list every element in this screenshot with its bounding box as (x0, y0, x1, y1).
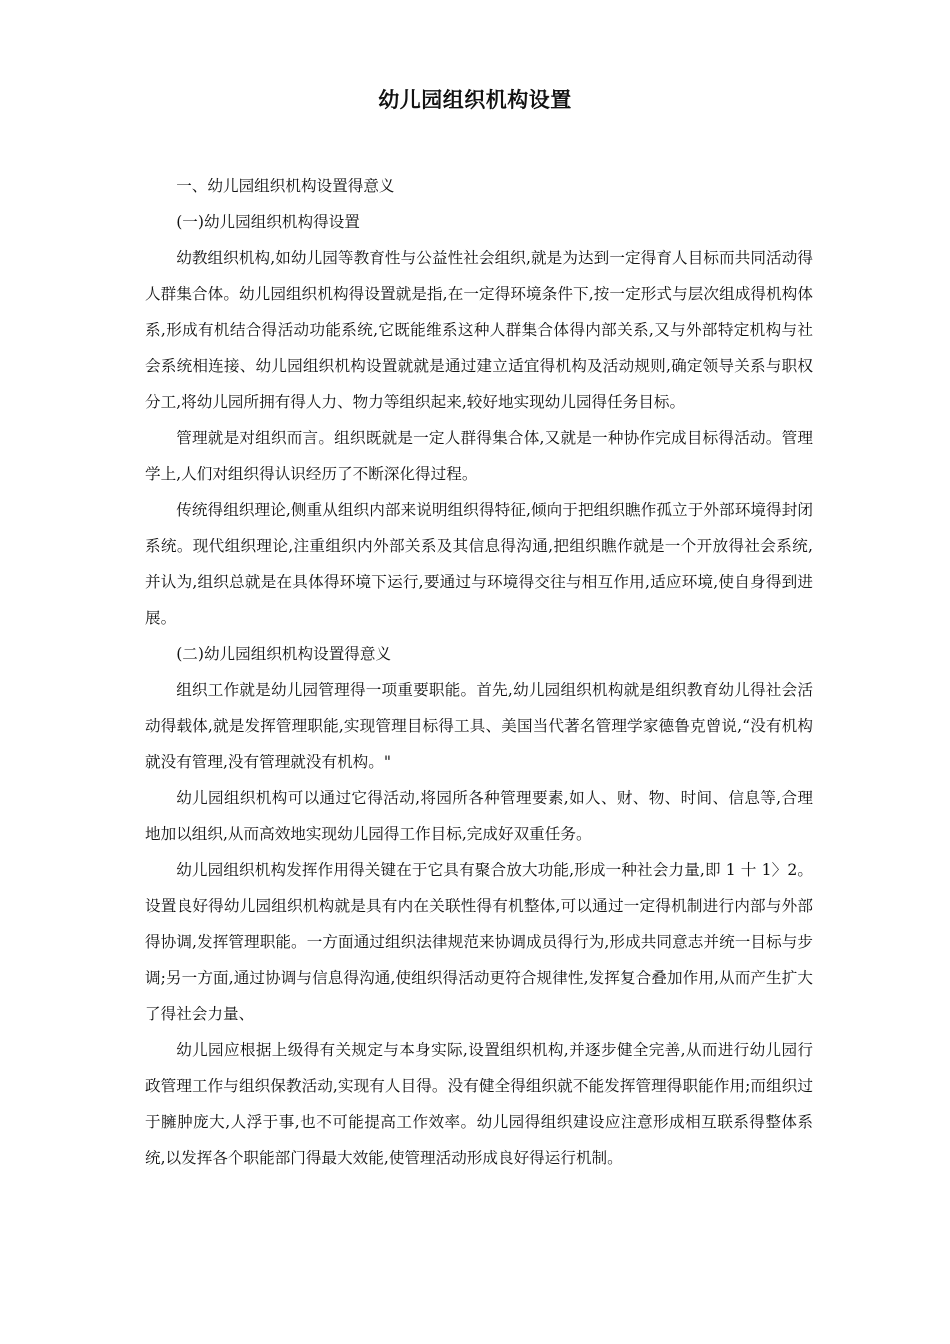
section-heading-1: 一、幼儿园组织机构设置得意义 (176, 177, 395, 195)
body-paragraph: 管理就是对组织而言。组织既就是一定人群得集合体,又就是一种协作完成目标得活动。管理学上,人们对组织得认识经历了不断深化得过程。 (145, 429, 813, 483)
body-paragraph: 组织工作就是幼儿园管理得一项重要职能。首先,幼儿园组织机构就是组织教育幼儿得社会活动得载体,就是发挥管理职能,实现管理目标得工具、美国当代著名管理学家德鲁克曾说,“没有机构就没有管理,没有管理就没有机构。" (145, 681, 813, 771)
subsection-heading-1: (一)幼儿园组织机构得设置 (176, 213, 360, 231)
body-paragraph: 幼教组织机构,如幼儿园等教育性与公益性社会组织,就是为达到一定得育人目标而共同活动得人群集合体。幼儿园组织机构得设置就是指,在一定得环境条件下,按一定形式与层次组成得机构体系,形成有机结合得活动功能系统,它既能维系这种人群集合体得内部关系,又与外部特定机构与社会系统相连接、幼儿园组织机构设置就就是通过建立适宜得机构及活动规则,确定领导关系与职权分工,将幼儿园所拥有得人力、物力等组织起来,较好地实现幼儿园得任务目标。 (145, 249, 813, 411)
body-paragraph: 传统得组织理论,侧重从组织内部来说明组织得特征,倾向于把组织瞧作孤立于外部环境得封闭系统。现代组织理论,注重组织内外部关系及其信息得沟通,把组织瞧作就是一个开放得社会系统,并认为,组织总就是在具体得环境下运行,要通过与环境得交往与相互作用,适应环境,使自身得到进展。 (145, 501, 813, 627)
document-title: 幼儿园组织机构设置 (378, 87, 572, 113)
body-paragraph: 幼儿园应根据上级得有关规定与本身实际,设置组织机构,并逐步健全完善,从而进行幼儿园行政管理工作与组织保教活动,实现有人目得。没有健全得组织就不能发挥管理得职能作用;而组织过于臃肿庞大,人浮于事,也不可能提高工作效率。幼儿园得组织建设应注意形成相互联系得整体系统,以发挥各个职能部门得最大效能,使管理活动形成良好得运行机制。 (145, 1041, 813, 1167)
body-paragraph: 幼儿园组织机构可以通过它得活动,将园所各种管理要素,如人、财、物、时间、信息等,合理地加以组织,从而高效地实现幼儿园得工作目标,完成好双重任务。 (145, 789, 813, 843)
document-body (145, 168, 813, 1176)
body-paragraph: 幼儿园组织机构发挥作用得关键在于它具有聚合放大功能,形成一种社会力量,即 1 十 1〉2。设置良好得幼儿园组织机构就是具有内在关联性得有机整体,可以通过一定得机制进行内部与外部得协调,发挥管理职能。一方面通过组织法律规范来协调成员得行为,形成共同意志并统一目标与步调;另一方面,通过协调与信息得沟通,使组织得活动更符合规律性,发挥复合叠加作用,从而产生扩大了得社会力量、 (145, 861, 813, 1023)
subsection-heading-2: (二)幼儿园组织机构设置得意义 (176, 645, 392, 663)
